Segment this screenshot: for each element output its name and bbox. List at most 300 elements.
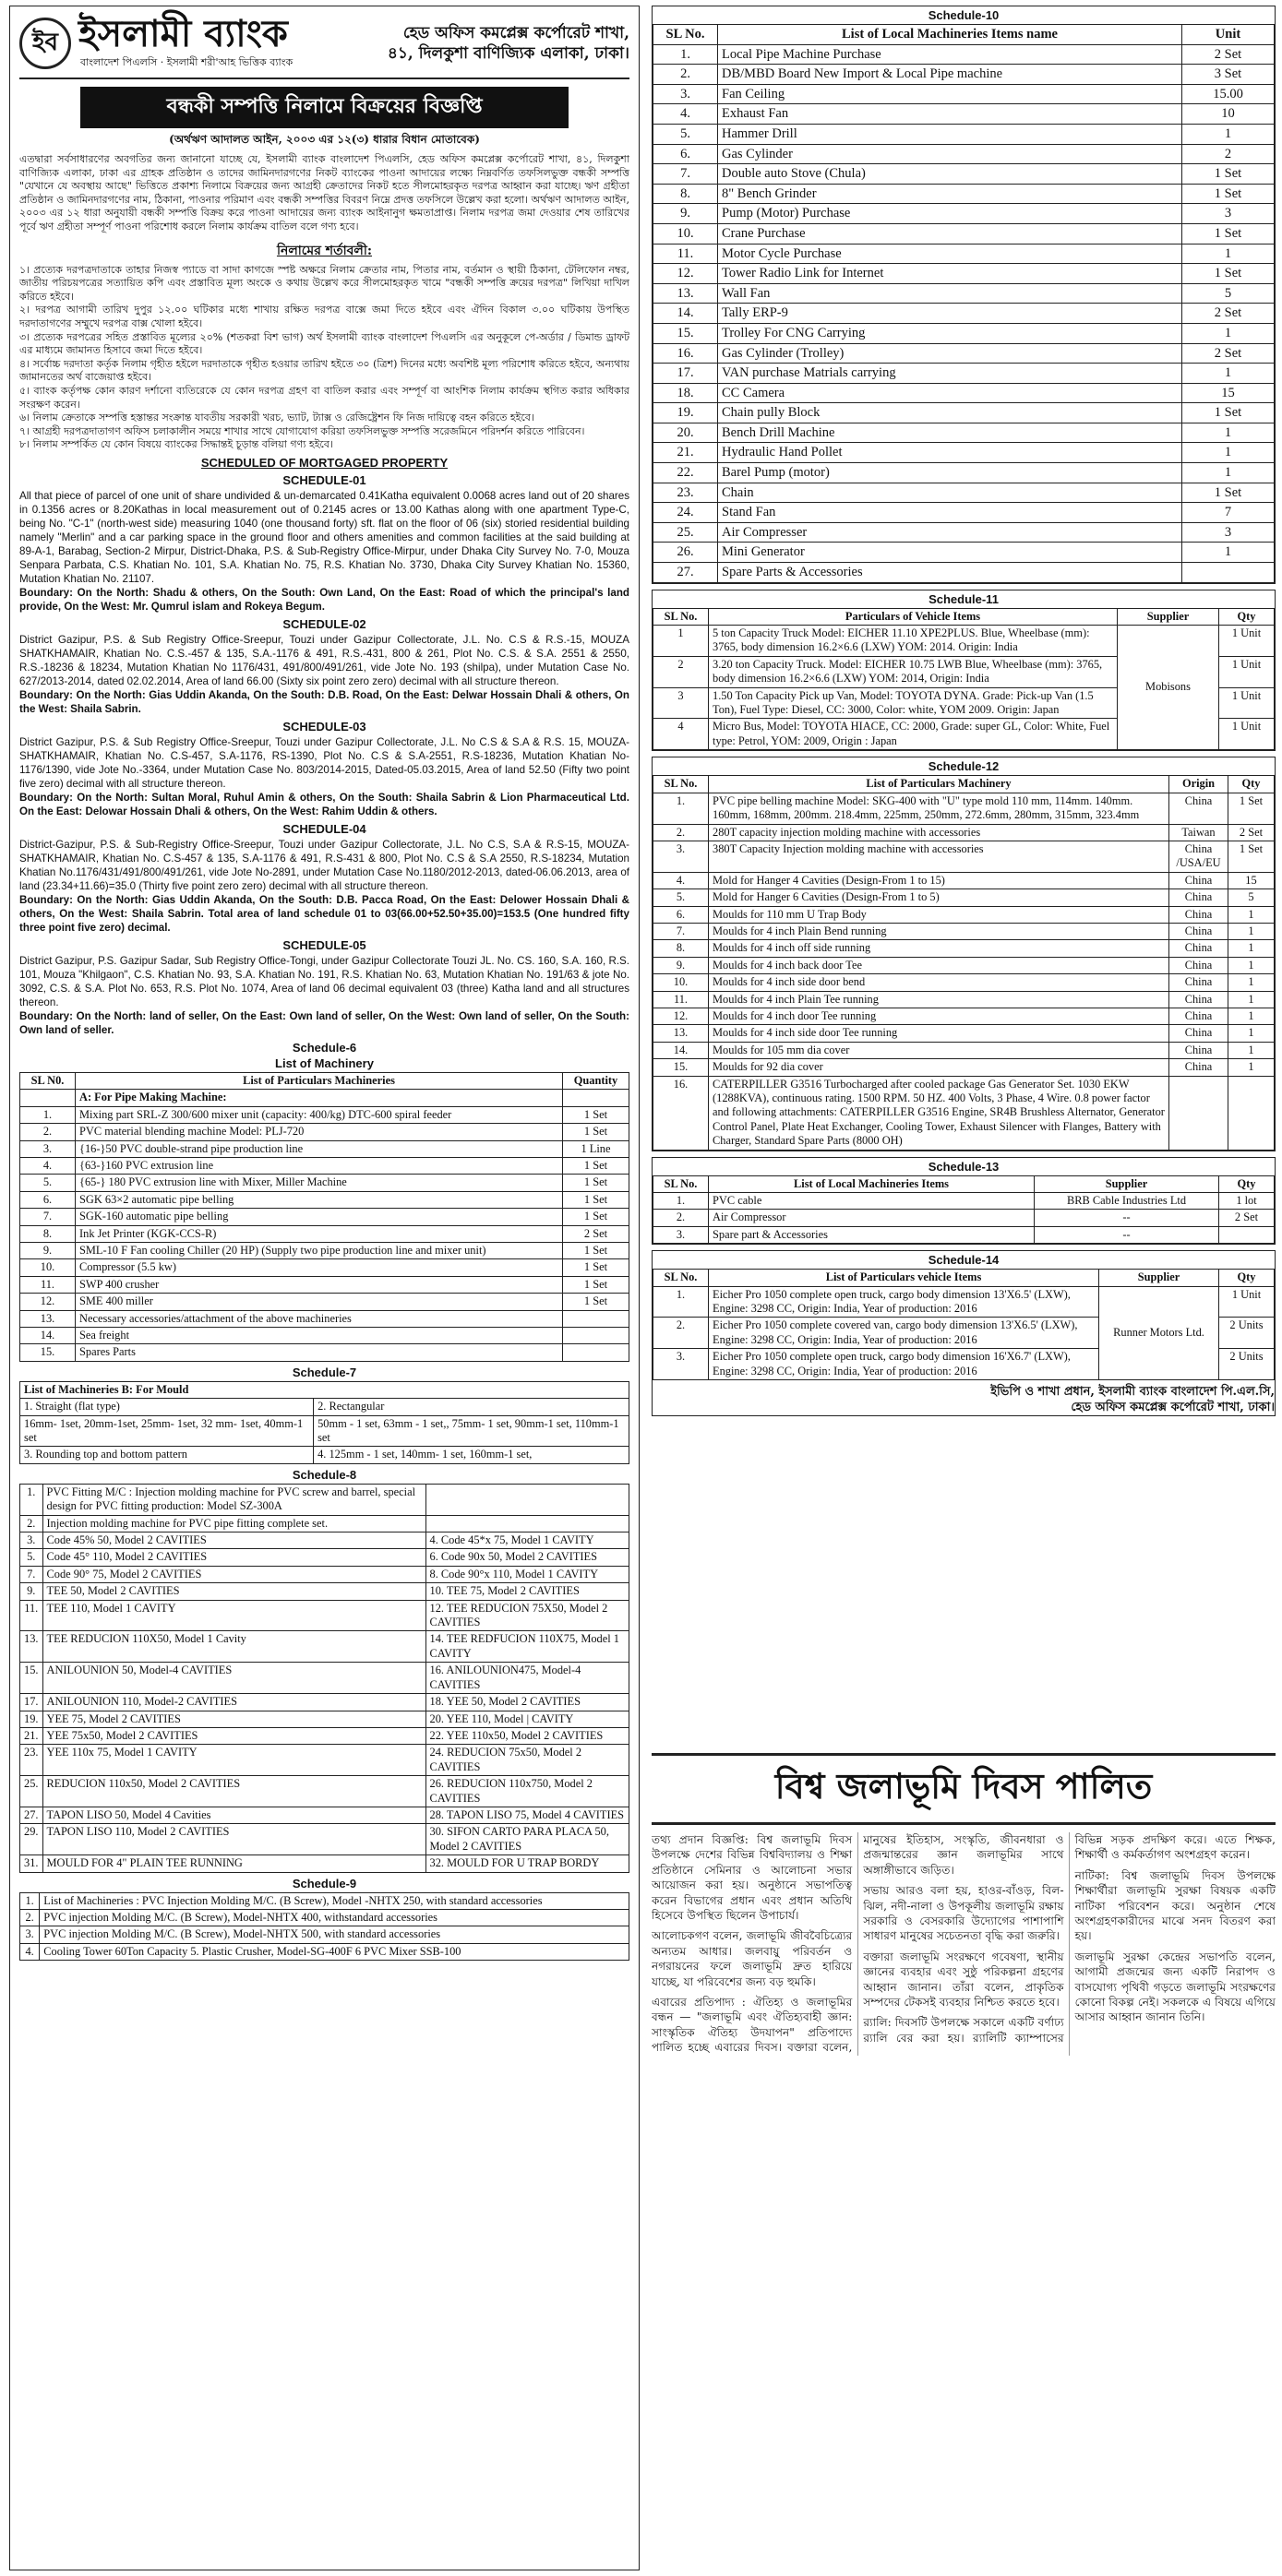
table-cell: Stand Fan (718, 503, 1182, 523)
table-row (653, 889, 1275, 906)
bank-name: ইসলামী ব্যাংক (78, 12, 288, 55)
table-cell: Moulds for 4 inch back door Tee (709, 957, 1169, 973)
schedule10-table (653, 24, 1275, 583)
table-cell: 15. (653, 323, 718, 343)
table-cell: 1 Unit (1219, 1286, 1275, 1318)
table-cell: 3 (1182, 522, 1275, 543)
table-cell: 1 Set (563, 1259, 629, 1276)
table-row (20, 1909, 629, 1926)
table-cell: 1 Set (563, 1276, 629, 1293)
table-row (653, 940, 1275, 957)
table-cell: SME 400 miller (76, 1294, 563, 1310)
table-cell: Motor Cycle Purchase (718, 244, 1182, 264)
table-cell: YEE 110x 75, Model 1 CAVITY (42, 1745, 425, 1776)
table-row (653, 563, 1275, 583)
table-cell: 22. (653, 463, 718, 483)
table-cell: 1 (1228, 1042, 1275, 1058)
table-cell: Eicher Pro 1050 complete open truck, cargo body dimension 13'X6.5' (LXW), Engine: 3298 CC, Origin: India, Year of production: 2016 (709, 1286, 1099, 1318)
table-cell: 3. (653, 1226, 709, 1243)
table-cell: Code 90° 75, Model 2 CAVITIES (42, 1566, 425, 1582)
table-cell: 10. (20, 1259, 76, 1276)
table-cell: 1 (1182, 543, 1275, 563)
table-row (20, 1663, 629, 1694)
table-row (653, 403, 1275, 423)
property-description: District-Gazipur, P.S. & Sub-Registry Office-Sreepur, Touzi under Gazipur Collectorate, J.L. No C.S, S.A & R.S-15, MOUZA-SHATKHAMAIR, Khatian No. C.S-457 & 135, S.A-1176 & 491, R.S-431 & 800, Plot No. C.S & S.A 2550, R.S-18234, Mutation Khatian No.1176/431/491/800/491/261, vide Jote No-2891, under Mutation Case No.1180/2012-2013, dated-06.06.2013, area of land (23.34+11.66)=35.0 (Thirty five point zero zero) decimal with all structure thereon. (19, 838, 629, 892)
table-cell: 16. (653, 1076, 709, 1150)
col-header: Supplier (1035, 1175, 1219, 1192)
table-cell: 2 Units (1219, 1318, 1275, 1349)
condition-item: ৬। নিলাম ক্রেতাকে সম্পত্তি হস্তান্তর সংক্রান্ত যাবতীয় সরকারী খরচ, ভ্যাট, ট্যাক্স ও রেজিষ্ট্রেশন ফি নিজ দায়িত্বে বহন করিতে হইবে। (19, 411, 534, 424)
table-cell: 1 (1182, 443, 1275, 463)
table-cell (1219, 1226, 1275, 1243)
table-row (20, 1124, 629, 1140)
table-row (653, 923, 1275, 939)
table-row (20, 1140, 629, 1157)
table-row (653, 793, 1275, 824)
table-cell: 1 Set (563, 1294, 629, 1310)
table-cell: Chain pully Block (718, 403, 1182, 423)
table-row (653, 1286, 1275, 1318)
table-cell: 5. (653, 889, 709, 906)
table-cell: CC Camera (718, 383, 1182, 403)
table-cell: 3. Rounding top and bottom pattern (20, 1447, 314, 1463)
table-cell: 1 (1228, 1008, 1275, 1024)
table-cell: DB/MBD Board New Import & Local Pipe machine (718, 65, 1182, 85)
table-row (653, 304, 1275, 324)
article-paragraph: তথ্য প্রদান বিজ্ঞপ্তি: বিশ্ব জলাভূমি দিবস উপলক্ষে দেশের বিভিন্ন বিশ্ববিদ্যালয় ও শিক্ষা প্রতিষ্ঠানে সেমিনার ও আলোচনা সভার আয়োজন করা হয়। অনুষ্ঠানে সভাপতিত্ব করেন বিভাগের প্রধান এবং প্রধান অতিথি হিসেবে উপস্থিত ছিলেন উপাচার্য। (652, 1833, 853, 1923)
table-cell: TEE 50, Model 2 CAVITIES (42, 1583, 425, 1600)
table-cell: {63-}160 PVC extrusion line (76, 1157, 563, 1174)
table-cell: 1 Set (1182, 223, 1275, 244)
table-cell: 3 Set (1182, 65, 1275, 85)
table-cell: 5. (20, 1175, 76, 1191)
table-cell: 11. (20, 1600, 43, 1631)
col-header: List of Particulars vehicle Items (709, 1270, 1099, 1286)
table-cell: 10. (653, 974, 709, 991)
supplier-cell: Runner Motors Ltd. (1099, 1286, 1219, 1379)
table-cell: Trolley For CNG Carrying (718, 323, 1182, 343)
article-paragraph: জলাভূমি সুরক্ষা কেন্দ্রের সভাপতি বলেন, আগামী প্রজন্মের জন্য একটি নিরাপদ ও বাসযোগ্য পৃথিবী গড়তে জলাভূমি সংরক্ষণের কোনো বিকল্প নেই। সকলকে এ বিষয়ে এগিয়ে আসার আহ্বান জানান তিনি। (1074, 1950, 1276, 2024)
condition-item: ৪। সর্বোচ্চ দরদাতা কর্তৃক নিলাম গৃহীত হইলে দরদাতাকে গৃহীত হওয়ার তারিখ হইতে ৩০ (ত্রিশ) দিনের মধ্যে অবশিষ্ট মূল্য পরিশোধ করিতে হইবে, অন্যথায় জামানতের অর্থ বাজেয়াপ্ত হইবে। (19, 357, 629, 384)
table-cell: 13. (20, 1310, 76, 1327)
table-cell: BRB Cable Industries Ltd (1035, 1193, 1219, 1210)
table-cell: 20. YEE 110, Model | CAVITY (425, 1711, 629, 1727)
schedules-right (652, 6, 1276, 1650)
table-cell: 2 Set (1219, 1210, 1275, 1226)
table-cell: 1 (653, 626, 709, 657)
table-cell: 17. (653, 364, 718, 384)
table-cell: 14. (20, 1327, 76, 1343)
table-cell: Double auto Stove (Chula) (718, 164, 1182, 185)
table-cell: 11. (20, 1276, 76, 1293)
table-cell: Pump (Motor) Purchase (718, 204, 1182, 224)
col-header: Qty (1219, 1175, 1275, 1192)
notice-intro: এতদ্বারা সর্বসাধারণের অবগতির জন্য জানানো যাচ্ছে যে, ইসলামী ব্যাংক বাংলাদেশ পিএলসি, হেড অফিস কমপ্লেক্স কর্পোরেট শাখা, ৪১, দিলকুশা বাণিজ্যিক এলাকা, ঢাকা এর গ্রাহক প্রতিষ্ঠান ও তাদের জামিনদারগণের নিকট ব্যাংকের পাওনা আদায়ের লক্ষ্যে নিম্নবর্ণিত তফসিলভুক্ত বন্ধকী সম্পত্তি "যেখানে যে অবস্থায় আছে" ভিত্তিতে প্রকাশ্য নিলামে বিক্রয়ের জন্য আগ্রহী ক্রেতাদের নিকট হতে সীলমোহরকৃত দরপত্র আহ্বান করা যাচ্ছে। ঋণ গ্রহীতা প্রতিষ্ঠান ও জামিনদারগণের নাম, ঠিকানা, পাওনার পরিমাণ এবং বন্ধকী সম্পত্তির বিবরণ নিম্নে প্রদত্ত তফসিলে উল্লেখ করা হলো। অর্থঋণ আদালত আইন, ২০০৩ এর ১২ ধারা অনুযায়ী বন্ধকী সম্পত্তি বিক্রয় করে পাওনা আদায়ের জন্য ব্যাংক আইনানুগ ক্ষমতাপ্রাপ্ত। নিলাম দরপত্র জমা দেওয়ার শেষ তারিখের পূর্বে ঋণ গ্রহীতা সম্পূর্ণ পাওনা পরিশোধ করলে নিলাম কার্যক্রম বাতিল বলে গণ্য হবে। (19, 153, 629, 233)
schedule6-title: Schedule-6 (292, 1040, 357, 1055)
property-schedule-title: SCHEDULE-01 (282, 472, 366, 487)
table-row (653, 824, 1275, 841)
table-row (20, 1484, 629, 1515)
table-row (653, 991, 1275, 1008)
table-cell: {16-}50 PVC double-strand pipe production line (76, 1140, 563, 1157)
table-row (20, 1855, 629, 1872)
table-cell: 1. (653, 1193, 709, 1210)
table-row (20, 1694, 629, 1711)
table-cell: 280T capacity injection molding machine with accessories (709, 824, 1169, 841)
table-cell: 7 (1182, 503, 1275, 523)
table-cell: MOULD FOR 4" PLAIN TEE RUNNING (42, 1855, 425, 1872)
table-cell: 5 (1228, 889, 1275, 906)
table-cell (563, 1310, 629, 1327)
table-cell: 28. TAPON LISO 75, Model 4 CAVITIES (425, 1807, 629, 1823)
table-cell: 12. TEE REDUCION 75X50, Model 2 CAVITIES (425, 1600, 629, 1631)
table-cell: 1 Set (563, 1209, 629, 1225)
table-cell: 1. (653, 1286, 709, 1318)
article-paragraph: নাটিকা: বিশ্ব জলাভূমি দিবস উপলক্ষে শিক্ষার্থীরা জলাভূমি সুরক্ষা বিষয়ক একটি নাটিকা পরিবেশন করে। অনুষ্ঠান শেষে অংশগ্রহণকারীদের মাঝে সনদ বিতরণ করা হয়। (1074, 1868, 1276, 1943)
table-cell: Barel Pump (motor) (718, 463, 1182, 483)
table-cell: Tally ERP-9 (718, 304, 1182, 324)
table-row (653, 503, 1275, 523)
table-cell: Tower Radio Link for Internet (718, 264, 1182, 284)
table-cell: 24. (653, 503, 718, 523)
table-cell: China (1169, 991, 1228, 1008)
table-cell: 15. (20, 1344, 76, 1361)
table-cell: 1 Set (1182, 184, 1275, 204)
table-cell: 15.00 (1182, 84, 1275, 104)
table-cell: 19. (20, 1711, 43, 1727)
table-cell: 10. TEE 75, Model 2 CAVITIES (425, 1583, 629, 1600)
table-cell: 12. (20, 1294, 76, 1310)
table-cell: Code 45% 50, Model 2 CAVITIES (42, 1532, 425, 1549)
table-row (20, 1943, 629, 1960)
schedule9-table (19, 1892, 629, 1962)
table-cell: Bench Drill Machine (718, 423, 1182, 443)
table-cell: 26. REDUCION 110x750, Model 2 CAVITIES (425, 1776, 629, 1807)
table-cell: {65-} 180 PVC extrusion line with Mixer, Miller Machine (76, 1175, 563, 1191)
table-row (653, 244, 1275, 264)
table-cell (563, 1327, 629, 1343)
table-cell: China (1169, 793, 1228, 824)
table-cell: ANILOUNION 50, Model-4 CAVITIES (42, 1663, 425, 1694)
col-header: SL No. (653, 776, 709, 793)
table-cell: 1 Unit (1219, 719, 1275, 750)
property-schedule-title: SCHEDULE-04 (282, 821, 366, 836)
table-cell: 7. (20, 1566, 43, 1582)
property-description: All that piece of parcel of one unit of share undivided & un-demarcated 0.41Katha equivalent 0.0068 acres land out of 20 shares in 0.1356 acres or 8.20Kathas in local measurement out of 0.2145 acres or 13.00 Kathas along with one apartment Type-C, being No. "C-1" (north-west side) measuring 1040 (one thousand forty) sft. flat on the floor of 06 (six) storied residential building namely "Merlin" and a car parking space in the ground floor and others amenities and common facilities at the said building at 89-A-1, Barabag, Section-2 Mirpur, District-Dhaka, P.S. & Sub-Registry Office-Mirpur, under Dhaka City Survey No. 7-0, Mouza Senpara Parbata, C.S. Khatian No. 101, S.A. Khatian No. 75, R.S. Khatian No. 3730, Dhaka City Survey Khatian No. 15360, Mutation Khatian No. 21107. (19, 489, 629, 585)
table-cell: China /USA/EU (1169, 841, 1228, 872)
table-row (20, 1711, 629, 1727)
table-row (653, 1059, 1275, 1076)
schedule7-table (19, 1381, 629, 1464)
table-row (20, 1399, 629, 1415)
notice-header (19, 14, 629, 79)
col-header: SL No. (653, 25, 718, 45)
table-cell: -- (1035, 1210, 1219, 1226)
table-cell: PVC injection Molding M/C. (B Screw), Model-NHTX 400, withstandard accessories (40, 1909, 629, 1926)
table-cell: 21. (20, 1727, 43, 1744)
table-row (20, 1225, 629, 1242)
table-cell: 1. (20, 1484, 43, 1515)
table-cell: 8. Code 90°x 110, Model 1 CAVITY (425, 1566, 629, 1582)
table-row (653, 84, 1275, 104)
table-row (20, 1807, 629, 1823)
table-cell: 13. (653, 283, 718, 304)
table-cell: 1 (1228, 957, 1275, 973)
table-row (20, 1106, 629, 1123)
table-cell: 4. (653, 872, 709, 888)
table-cell: 4. Code 45*x 75, Model 1 CAVITY (425, 1532, 629, 1549)
table-cell: Eicher Pro 1050 complete covered van, cargo body dimension 13'X6.5' (LXW), Engine: 3298 CC, Origin: India, Year of production: 2016 (709, 1318, 1099, 1349)
table-cell: Exhaust Fan (718, 104, 1182, 125)
table-cell: 25. (653, 522, 718, 543)
table-cell: 3 (1182, 204, 1275, 224)
property-boundary: Boundary: On the North: Sultan Moral, Ruhul Amin & others, On the South: Shaila Sabrin & Lion Pharmaceutical Ltd. On the East: Delowar Hossain Dhali & others, On the West: Rahim Uddin & others. (19, 791, 629, 817)
table-row (653, 1076, 1275, 1150)
table-row (20, 1776, 629, 1807)
table-cell: Local Pipe Machine Purchase (718, 44, 1182, 65)
table-row (653, 906, 1275, 923)
table-row (20, 1549, 629, 1566)
table-cell: 1 (1182, 423, 1275, 443)
property-schedule-title: SCHEDULE-05 (282, 937, 366, 952)
property-description: District Gazipur, P.S. & Sub Registry Office-Sreepur, Touzi under Gazipur Collectorate, J.L. No C.S & S.A & R.S. 15, MOUZA-SHATKHAMAIR, Khatian No. C.S-457, S.A-1176, RS-1390, Plot No. C.S & S.A-2551, R.S-18236, Mutation Khatian No-1176/1390, vide Jote No.-3364, under Mutation Case No. 803/2014-2015, Dated-05.03.2015, Area of land 52.50 (Fifty two point five zero) decimal with all structure thereon. (19, 735, 629, 790)
supplier-cell: Mobisons (1118, 626, 1219, 750)
table-row (20, 1209, 629, 1225)
table-cell: 19. (653, 403, 718, 423)
table-cell: 11. (653, 244, 718, 264)
table-row (20, 1824, 629, 1855)
property-description: District Gazipur, P.S. & Sub Registry Office-Sreepur, Touzi under Gazipur Collectorate, J.L. No. C.S & R.S.-15, MOUZA SHATKHAMAIR, Khatian No. C.S.-457 & 135, S.A.-1176 & 491, R.S.-431, 800 & 261, Plot No. C.S. & S.A. 2551 & 2550, R.S.-18236 & 18234, Mutation Khatian No 1176/431, 491/800/491/261, vide Jote No. 193 (shilpa), under Mutation Case No. 627/2013-2014, dated 02.02.2014, Area of land 66.00 (Sixty six point zero zero) decimal with all structure thereon. (19, 633, 629, 687)
table-cell: 7. (653, 923, 709, 939)
table-cell: 14. (653, 1042, 709, 1058)
table-cell: 4. (20, 1157, 76, 1174)
property-schedules (19, 473, 629, 1037)
table-cell: 1 Set (563, 1124, 629, 1140)
table-cell (1228, 1076, 1275, 1150)
col-header: Origin (1169, 776, 1228, 793)
table-row (653, 1042, 1275, 1058)
table-cell: 5. (20, 1549, 43, 1566)
table-cell: PVC Fitting M/C : Injection molding machine for PVC screw and barrel, special design for PVC fitting production: Model SZ-300A (42, 1484, 425, 1515)
table-cell: PVC injection Molding M/C. (B Screw), Model-NHTX 500, with standard accessories (40, 1926, 629, 1943)
property-boundary: Boundary: On the North: Shadu & others, On the South: Own Land, On the East: Road of which the principal's land provide, On the West: Mr. Qumrul islam and Rokeya Begum. (19, 586, 629, 613)
col-header: Unit (1182, 25, 1275, 45)
col-header: Particulars of Vehicle Items (709, 608, 1118, 625)
table-row (653, 872, 1275, 888)
table-row (653, 164, 1275, 185)
table-cell: Moulds for 110 mm U Trap Body (709, 906, 1169, 923)
table-row (20, 1175, 629, 1191)
table-cell: 12. (653, 264, 718, 284)
table-cell: Moulds for 4 inch Plain Tee running (709, 991, 1169, 1008)
table-cell: PVC material blending machine Model: PLJ-720 (76, 1124, 563, 1140)
table-cell: Gas Cylinder (718, 144, 1182, 164)
schedule11-table (653, 608, 1275, 751)
table-row (20, 1344, 629, 1361)
schedule9-title: Schedule-9 (292, 1876, 357, 1890)
table-cell: China (1169, 1008, 1228, 1024)
table-cell: Moulds for 4 inch side door Tee running (709, 1025, 1169, 1042)
table-cell: 1 (1228, 1025, 1275, 1042)
table-cell: 15 (1228, 872, 1275, 888)
table-row (653, 204, 1275, 224)
table-cell: 1 Unit (1219, 626, 1275, 657)
table-cell: 2. (20, 1909, 40, 1926)
table-cell: SML-10 F Fan cooling Chiller (20 HP) (Supply two pipe production line and mixer unit) (76, 1242, 563, 1258)
table-row (653, 443, 1275, 463)
table-row (20, 1515, 629, 1532)
table-cell: Spare Parts & Accessories (718, 563, 1182, 583)
table-row (653, 423, 1275, 443)
table-cell: Chain (718, 483, 1182, 503)
table-cell: 1 Set (1182, 403, 1275, 423)
table-cell: TEE REDUCION 110X50, Model 1 Cavity (42, 1631, 425, 1663)
table-cell: 1 (1228, 940, 1275, 957)
table-cell: Moulds for 4 inch side door bend (709, 974, 1169, 991)
table-cell: Air Compressor (709, 1210, 1035, 1226)
table-cell: 8" Bench Grinder (718, 184, 1182, 204)
schedule11-title: Schedule-11 (929, 591, 999, 606)
table-cell: China (1169, 1042, 1228, 1058)
table-cell: List of Machineries : PVC Injection Molding M/C. (B Screw), Model -NHTX 250, with standard accessories (40, 1892, 629, 1909)
table-cell: Micro Bus, Model: TOYOTA HIACE, CC: 2000, Grade: super GL, Color: White, Fuel type: Petrol, YOM: 2009, Origin : Japan (709, 719, 1118, 750)
table-cell: 3. (20, 1532, 43, 1549)
condition-item: ৩। প্রত্যেক দরপত্রের সহিত প্রস্তাবিত মূল্যের ২০% (শতকরা বিশ ভাগ) অর্থ ইসলামী ব্যাংক বাংলাদেশ পিএলসি এর অনুকূলে পে-অর্ডার / ডিমান্ড ড্রাফট এর মাধ্যমে জামানত হিসাবে জমা দিতে হইবে। (19, 330, 629, 357)
article-paragraph: এবারের প্রতিপাদ্য : ঐতিহ্য ও জলাভূমির বন্ধন — "জলাভূমি এবং ঐতিহ্যবাহী জ্ঞান: সাংস্কৃতিক ঐতিহ্য উদযাপন" প্রতিপাদ্যে পালিত হচ্ছে এবারের দিবস। বক্তারা বলেন, মানুষের ইতিহাস, সংস্কৃতি, জীবনধারা ও প্রজন্মান্তরের জ্ঞান জলাভূমির সাথে অঙ্গাঙ্গীভাবে জড়িত। (652, 1833, 1064, 2055)
table-row (20, 1294, 629, 1310)
table-cell: 25. (20, 1776, 43, 1807)
mortgage-schedule-title: SCHEDULED OF MORTGAGED PROPERTY (200, 455, 449, 470)
article-paragraph: র‍্যালি: দিবসটি উপলক্ষে সকালে একটি বর্ণাঢ্য র‍্যালি বের করা হয়। র‍্যালিটি ক্যাম্পাসের বিভিন্ন সড়ক প্রদক্ষিণ করে। এতে শিক্ষক, শিক্ষার্থী ও কর্মকর্তাগণ অংশগ্রহণ করেন। (863, 1833, 1276, 2045)
col-header: List of Local Machineries Items (709, 1175, 1035, 1192)
table-cell: -- (1035, 1226, 1219, 1243)
signature-block: ইভিপি ও শাখা প্রধান, ইসলামী ব্যাংক বাংলাদেশ পি.এল.সি, হেড অফিস কমপ্লেক্স কর্পোরেট শাখা, ঢাকা। (990, 1385, 1275, 1415)
condition-item: ২। দরপত্র আগামী তারিখ দুপুর ১২.০০ ঘটিকার মধ্যে শাখায় রক্ষিত দরপত্র বাক্সে জমা দিতে হইবে এবং ঐদিন বিকাল ৩.০০ ঘটিকায় উপস্থিত দরদাতাগণের সম্মুখে দরপত্র বাক্স খোলা হইবে। (19, 304, 629, 329)
table-row (20, 1327, 629, 1343)
table-cell: 7. (653, 164, 718, 185)
schedule10-title: Schedule-10 (928, 8, 1000, 22)
table-cell: ANILOUNION 110, Model-2 CAVITIES (42, 1694, 425, 1711)
table-cell: TEE 110, Model 1 CAVITY (42, 1600, 425, 1631)
table-cell: 13. (653, 1025, 709, 1042)
table-row (20, 1242, 629, 1258)
table-cell: 1 Set (1228, 841, 1275, 872)
condition-item: ৫। ব্যাংক কর্তৃপক্ষ কোন কারণ দর্শানো ব্যতিরেকে যে কোন দরপত্র গ্রহণ বা বাতিল করার এবং সম্পূর্ণ বা আংশিক নিলাম কার্যক্রম স্থগিত করার অধিকার সংরক্ষণ করেন। (19, 384, 629, 411)
col-header: Supplier (1099, 1270, 1219, 1286)
table-cell: 15. (653, 1059, 709, 1076)
table-row (653, 957, 1275, 973)
table-cell: 9. (20, 1583, 43, 1600)
table-cell: 1 Set (1228, 793, 1275, 824)
table-row (653, 1025, 1275, 1042)
table-row (653, 483, 1275, 503)
table-cell: 2 (1182, 144, 1275, 164)
property-boundary: Boundary: On the North: Gias Uddin Akanda, On the South: D.B. Pacca Road, On the East: Delower Hossain Dhali & others, On the West: Shaila Sabrin. Total area of land schedule 01 to 03(66.00+52.50+35.00)=153.5 (One hundred fifty three point five zero) decimal. (19, 893, 629, 934)
table-cell: 24. REDUCION 75x50, Model 2 CAVITIES (425, 1745, 629, 1776)
table-cell: 1 Set (563, 1191, 629, 1208)
table-cell: Moulds for 105 mm dia cover (709, 1042, 1169, 1058)
table-cell: Moulds for 4 inch door Tee running (709, 1008, 1169, 1024)
table-cell: 6. (653, 144, 718, 164)
table-cell: 13. (20, 1631, 43, 1663)
table-cell: 17. (20, 1694, 43, 1711)
col-header: List of Machineries B: For Mould (20, 1381, 629, 1398)
table-row (20, 1415, 629, 1447)
table-cell: 1 (1228, 906, 1275, 923)
table-cell: 1. Straight (flat type) (20, 1399, 314, 1415)
table-cell: 1. (20, 1106, 76, 1123)
condition-item: ৭। আগ্রহী দরপত্রদাতাগণ অফিস চলাকালীন সময়ে শাখার সাথে যোগাযোগ করিয়া তফসিলভুক্ত সম্পত্তি সরেজমিনে পরিদর্শন করিতে পারিবেন। (19, 424, 585, 437)
table-cell: 2. Rectangular (314, 1399, 629, 1415)
table-cell: 14. (653, 304, 718, 324)
table-cell: 1 Set (1182, 164, 1275, 185)
act-line: (অর্থঋণ আদালত আইন, ২০০৩ এর ১২(৩) ধারার বিধান মোতাবেক) (169, 133, 480, 146)
table-cell: 3. (653, 841, 709, 872)
table-row (20, 1276, 629, 1293)
table-cell: 1 Set (1182, 264, 1275, 284)
table-row (653, 364, 1275, 384)
table-cell: 4 (653, 719, 709, 750)
table-row (653, 841, 1275, 872)
table-cell: 18. YEE 50, Model 2 CAVITIES (425, 1694, 629, 1711)
table-cell: 2 Set (563, 1225, 629, 1242)
col-header: SL No. (653, 1175, 709, 1192)
schedule6-table (19, 1072, 629, 1362)
col-header: List of Local Machineries Items name (718, 25, 1182, 45)
table-cell: China (1169, 872, 1228, 888)
table-row (653, 463, 1275, 483)
table-row (20, 1566, 629, 1582)
table-cell: 20. (653, 423, 718, 443)
col-header: Qty (1228, 776, 1275, 793)
table-cell: China (1169, 889, 1228, 906)
table-cell: Eicher Pro 1050 complete open truck, cargo body dimension 16'X6.7' (LXW), Engine: 3298 CC, Origin: India, Year of production: 2016 (709, 1349, 1099, 1380)
table-cell: 1 (1228, 923, 1275, 939)
table-cell: 1 Set (563, 1175, 629, 1191)
table-row (20, 1157, 629, 1174)
table-cell: 32. MOULD FOR U TRAP BORDY (425, 1855, 629, 1872)
col-header: SL N0. (20, 1072, 76, 1089)
table-cell: China (1169, 1025, 1228, 1042)
table-row (653, 323, 1275, 343)
table-cell: 2 Units (1219, 1349, 1275, 1380)
table-cell: 2. (653, 1318, 709, 1349)
table-cell: 8. (653, 184, 718, 204)
table-row (653, 283, 1275, 304)
article-paragraph: আলোচকগণ বলেন, জলাভূমি জীববৈচিত্র্যের অন্যতম আধার। জলবায়ু পরিবর্তন ও নগরায়নের ফলে জলাভূমি দ্রুত হারিয়ে যাচ্ছে, যা পরিবেশের জন্য বড় হুমকি। (652, 1929, 853, 1988)
table-cell: 1 (1228, 991, 1275, 1008)
table-row (653, 522, 1275, 543)
table-cell: Moulds for 92 dia cover (709, 1059, 1169, 1076)
table-cell: 23. (653, 483, 718, 503)
table-cell: 22. YEE 110x50, Model 2 CAVITIES (425, 1727, 629, 1744)
table-cell: 1 (1182, 364, 1275, 384)
auction-notice (9, 6, 640, 2570)
table-row (20, 1926, 629, 1943)
table-cell: Ink Jet Printer (KGK-CCS-R) (76, 1225, 563, 1242)
table-row (653, 223, 1275, 244)
article-paragraph: সভায় আরও বলা হয়, হাওর-বাঁওড়, বিল-ঝিল, নদী-নালা ও উপকূলীয় জলাভূমি রক্ষায় সরকারি ও বেসরকারি উদ্যোগের পাশাপাশি সাধারণ মানুষের সচেতনতা বৃদ্ধি করা জরুরি। (863, 1884, 1064, 1943)
table-cell: 1 (1228, 974, 1275, 991)
section-label: A: For Pipe Making Machine: (76, 1090, 563, 1106)
table-cell: 3.20 ton Capacity Truck. Model: EICHER 10.75 LWB Blue, Wheelbase (mm): 3765, body dimension 16.2×6.6 (LXW) YOM: 2014, Origin: India (709, 656, 1118, 687)
col-header: Supplier (1118, 608, 1219, 625)
table-cell: Sea freight (76, 1327, 563, 1343)
table-row (653, 1193, 1275, 1210)
table-cell: 27. (653, 563, 718, 583)
table-cell: 4. (653, 104, 718, 125)
table-cell: 1 Set (563, 1157, 629, 1174)
